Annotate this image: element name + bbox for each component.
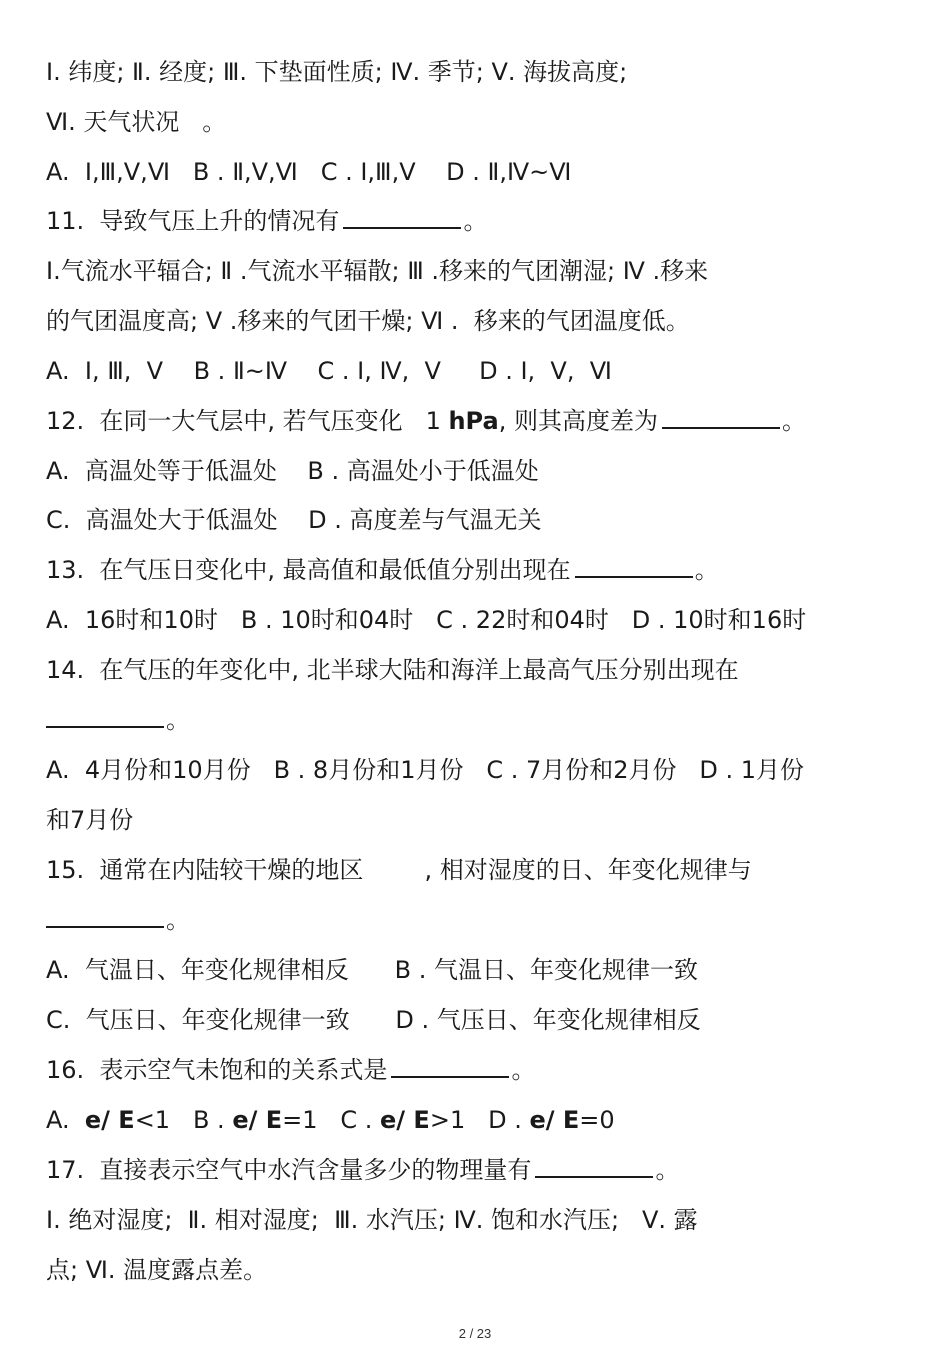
line-text: A. 气温日、年变化规律相反 B . 气温日、年变化规律一致 xyxy=(46,956,699,984)
question-11 xyxy=(46,201,906,241)
answer-blank xyxy=(575,550,693,578)
question-text: , 则其高度差为 xyxy=(498,407,658,435)
punctuation: 。 xyxy=(166,906,190,934)
answer-blank xyxy=(662,401,780,429)
line-text: 的气团温度高; Ⅴ .移来的气团干燥; Ⅵ . 移来的气团温度低。 xyxy=(46,307,690,335)
option-text: =1 C . xyxy=(282,1106,381,1134)
option-text: <1 B . xyxy=(134,1106,233,1134)
page-number: 2 / 23 xyxy=(458,1326,492,1341)
formula: e/ E xyxy=(84,1106,135,1134)
option-text: >1 D . xyxy=(429,1106,530,1134)
answer-options xyxy=(46,451,906,491)
formula: e/ E xyxy=(232,1106,283,1134)
answer-blank xyxy=(46,900,164,928)
text-line xyxy=(46,301,906,341)
question-text: 17. 直接表示空气中水汽含量多少的物理量有 xyxy=(46,1156,532,1184)
answer-blank xyxy=(46,700,164,728)
line-text: A. 16时和10时 B . 10时和04时 C . 22时和04时 D . 10时和16时 xyxy=(46,606,807,634)
text-line xyxy=(46,251,906,291)
answer-blank-line xyxy=(46,700,906,740)
question-text: 12. 在同一大气层中, 若气压变化 1 xyxy=(46,407,449,435)
answer-blank xyxy=(343,201,461,229)
line-text: A. Ⅰ,Ⅲ,Ⅴ,Ⅵ B . Ⅱ,Ⅴ,Ⅵ C . Ⅰ,Ⅲ,Ⅴ D . Ⅱ,Ⅳ~Ⅵ xyxy=(46,158,572,186)
punctuation: 。 xyxy=(655,1156,680,1184)
line-text: A. Ⅰ, Ⅲ, Ⅴ B . Ⅱ~Ⅳ C . Ⅰ, Ⅳ, Ⅴ D . Ⅰ, Ⅴ, Ⅵ xyxy=(46,357,612,385)
answer-options xyxy=(46,500,906,540)
text-line xyxy=(46,1200,906,1240)
line-text: A. 高温处等于低温处 B . 高温处小于低温处 xyxy=(46,457,539,485)
question-text: 13. 在气压日变化中, 最高值和最低值分别出现在 xyxy=(46,556,571,584)
answer-options xyxy=(46,351,906,391)
question-16 xyxy=(46,1050,906,1090)
question-text: 16. 表示空气未饱和的关系式是 xyxy=(46,1056,388,1084)
line-text: A. 4月份和10月份 B . 8月份和1月份 C . 7月份和2月份 D . 1月份 xyxy=(46,756,805,784)
answer-options xyxy=(46,750,906,790)
question-text: 11. 导致气压上升的情况有 xyxy=(46,207,340,235)
answer-options xyxy=(46,600,906,640)
question-13 xyxy=(46,550,906,590)
answer-options xyxy=(46,152,906,192)
text-line xyxy=(46,52,906,92)
text-line xyxy=(46,1250,906,1290)
line-text: 和7月份 xyxy=(46,806,134,834)
punctuation: 。 xyxy=(511,1056,536,1084)
unit-text: hPa xyxy=(448,407,499,435)
answer-blank xyxy=(391,1050,509,1078)
punctuation: 。 xyxy=(694,556,719,584)
text-line xyxy=(46,102,906,142)
formula: e/ E xyxy=(380,1106,430,1134)
question-text: 15. 通常在内陆较干燥的地区 , 相对湿度的日、年变化规律与 xyxy=(46,856,752,884)
line-text: Ⅰ. 纬度; Ⅱ. 经度; Ⅲ. 下垫面性质; Ⅳ. 季节; Ⅴ. 海拔高度; xyxy=(46,58,628,86)
question-14 xyxy=(46,650,906,690)
answer-options xyxy=(46,1100,906,1140)
punctuation: 。 xyxy=(781,407,806,435)
line-text: C. 高温处大于低温处 D . 高度差与气温无关 xyxy=(46,506,542,534)
question-text: 14. 在气压的年变化中, 北半球大陆和海洋上最高气压分别出现在 xyxy=(46,656,739,684)
option-label: A. xyxy=(46,1106,85,1134)
punctuation: 。 xyxy=(463,207,488,235)
line-text: Ⅰ.气流水平辐合; Ⅱ .气流水平辐散; Ⅲ .移来的气团潮湿; Ⅳ .移来 xyxy=(46,257,709,285)
option-text: =0 xyxy=(579,1106,615,1134)
answer-blank xyxy=(535,1150,653,1178)
line-text: 点; Ⅵ. 温度露点差。 xyxy=(46,1256,268,1284)
formula: e/ E xyxy=(529,1106,580,1134)
line-text: Ⅵ. 天气状况 。 xyxy=(46,108,227,136)
punctuation: 。 xyxy=(166,706,190,734)
line-text: Ⅰ. 绝对湿度; Ⅱ. 相对湿度; Ⅲ. 水汽压; Ⅳ. 饱和水汽压; Ⅴ. 露 xyxy=(46,1206,698,1234)
answer-options xyxy=(46,1000,906,1040)
text-line xyxy=(46,800,906,840)
question-15 xyxy=(46,850,906,890)
answer-blank-line xyxy=(46,900,906,940)
question-17 xyxy=(46,1150,906,1190)
question-12 xyxy=(46,401,906,441)
answer-options xyxy=(46,950,906,990)
line-text: C. 气压日、年变化规律一致 D . 气压日、年变化规律相反 xyxy=(46,1006,701,1034)
